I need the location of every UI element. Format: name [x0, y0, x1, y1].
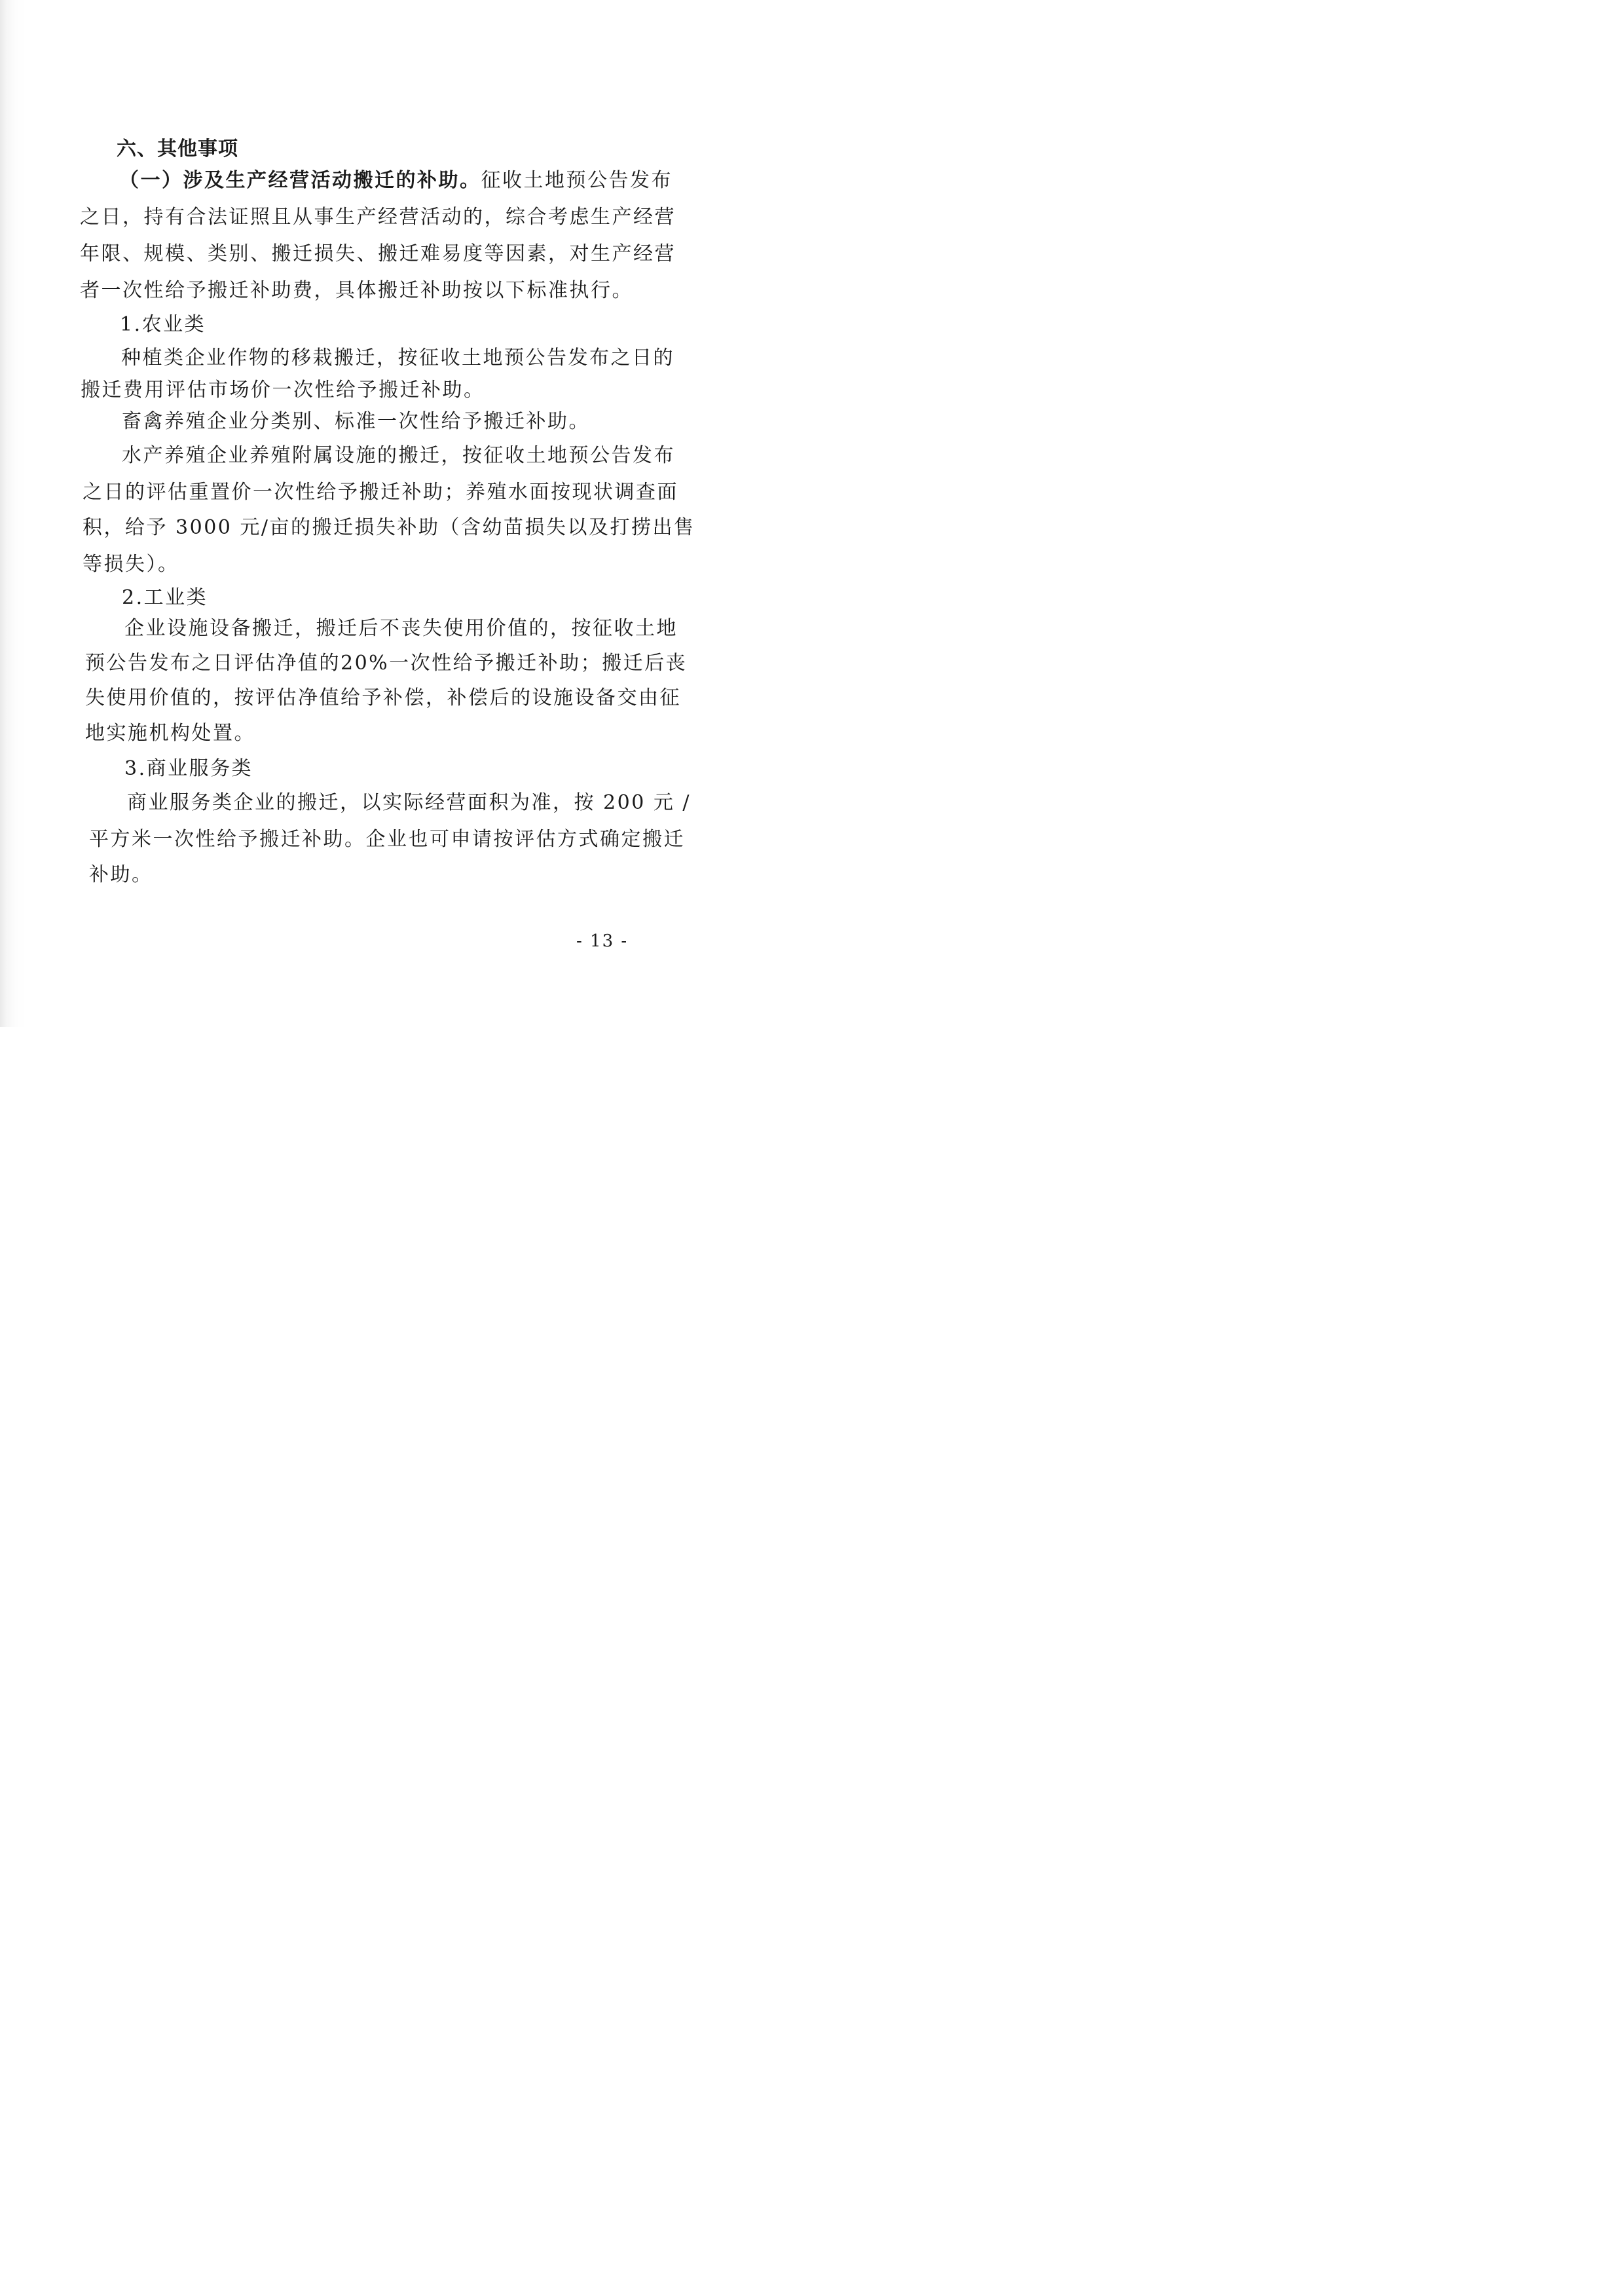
paragraph-line: 商业服务类企业的搬迁，以实际经营面积为准，按 200 元 /	[127, 791, 691, 814]
document-page	[0, 0, 727, 1027]
subsection-title: （一）涉及生产经营活动搬迁的补助。	[119, 169, 481, 192]
paragraph-line: 种植类企业作物的移栽搬迁，按征收土地预公告发布之日的	[121, 346, 674, 369]
paragraph-line: 水产养殖企业养殖附属设施的搬迁，按征收土地预公告发布	[122, 444, 675, 467]
paragraph-line: 失使用价值的，按评估净值给予补偿，补偿后的设施设备交由征	[85, 686, 681, 709]
paragraph-line: 地实施机构处置。	[85, 722, 255, 745]
page-number: - 13 -	[576, 931, 629, 951]
paragraph-line: 积，给予 3000 元/亩的搬迁损失补助（含幼苗损失以及打捞出售	[83, 516, 695, 539]
category-heading: 3.商业服务类	[124, 757, 253, 780]
paragraph-line: 平方米一次性给予搬迁补助。企业也可申请按评估方式确定搬迁	[89, 828, 685, 851]
paragraph-line: 预公告发布之日评估净值的20%一次性给予搬迁补助；搬迁后丧	[85, 652, 688, 675]
paragraph-line: 者一次性给予搬迁补助费，具体搬迁补助按以下标准执行。	[80, 279, 633, 302]
paragraph-line: 搬迁费用评估市场价一次性给予搬迁补助。	[81, 379, 485, 401]
paragraph-line: 之日的评估重置价一次性给予搬迁补助；养殖水面按现状调查面	[83, 481, 678, 504]
paragraph-line: 年限、规模、类别、搬迁损失、搬迁难易度等因素，对生产经营	[80, 242, 676, 265]
section-heading: 六、其他事项	[117, 138, 238, 160]
paragraph-line: 之日，持有合法证照且从事生产经营活动的，综合考虑生产经营	[80, 206, 676, 229]
paragraph-line	[119, 168, 673, 194]
intro-text: 征收土地预公告发布	[481, 169, 673, 192]
paragraph-line: 企业设施设备搬迁，搬迁后不丧失使用价值的，按征收土地	[124, 617, 678, 640]
paragraph-line: 等损失）。	[83, 553, 179, 576]
category-heading: 2.工业类	[122, 586, 208, 609]
category-heading: 1.农业类	[120, 313, 206, 336]
paragraph-line: 畜禽养殖企业分类别、标准一次性给予搬迁补助。	[122, 410, 590, 433]
paragraph-line: 补助。	[89, 863, 153, 886]
